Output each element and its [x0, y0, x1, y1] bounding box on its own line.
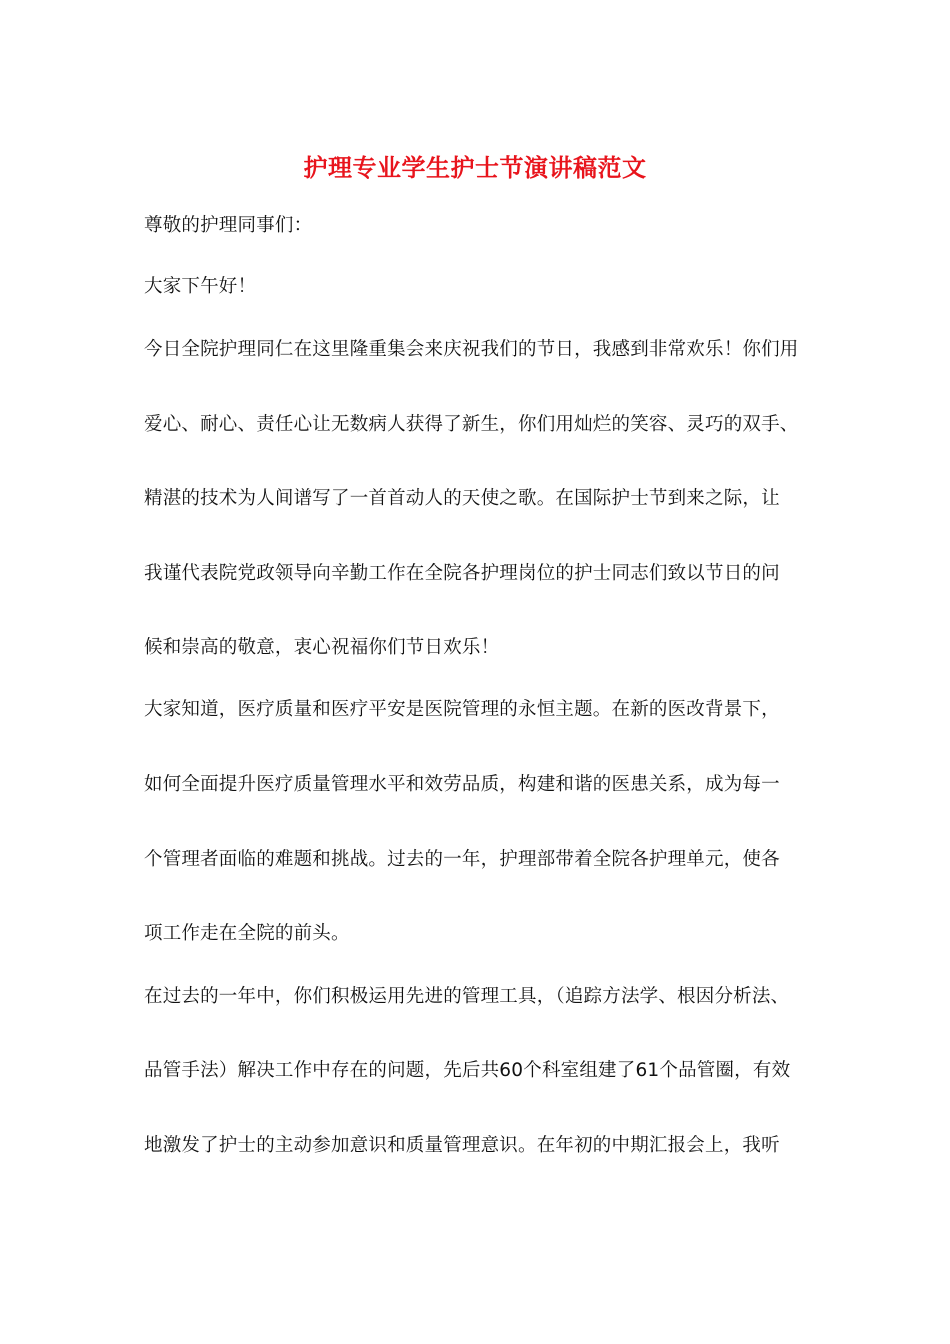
paragraph-line: 在过去的一年中，你们积极运用先进的管理工具，（追踪方法学、根因分析法、	[144, 986, 790, 1007]
paragraph-line: 大家知道，医疗质量和医疗平安是医院管理的永恒主题。在新的医改背景下，	[144, 699, 780, 720]
paragraph-line: 项工作走在全院的前头。	[144, 923, 350, 944]
greeting: 大家下午好！	[144, 276, 257, 297]
document-title: 护理专业学生护士节演讲稿范文	[303, 153, 647, 182]
paragraph-line: 精湛的技术为人间谱写了一首首动人的天使之歌。在国际护士节到来之际，让	[144, 488, 780, 509]
paragraph-line: 地激发了护士的主动参加意识和质量管理意识。在年初的中期汇报会上，我听	[144, 1135, 780, 1156]
paragraph-line: 个管理者面临的难题和挑战。过去的一年，护理部带着全院各护理单元，使各	[144, 849, 780, 870]
paragraph-line: 爱心、耐心、责任心让无数病人获得了新生，你们用灿烂的笑容、灵巧的双手、	[144, 414, 799, 435]
paragraph-line: 我谨代表院党政领导向辛勤工作在全院各护理岗位的护士同志们致以节日的问	[144, 563, 780, 584]
paragraph-line: 今日全院护理同仁在这里隆重集会来庆祝我们的节日，我感到非常欢乐！你们用	[144, 339, 799, 360]
paragraph-line: 品管手法）解决工作中存在的问题，先后共60个科室组建了61个品管圈，有效	[144, 1060, 791, 1081]
paragraph-line: 如何全面提升医疗质量管理水平和效劳品质，构建和谐的医患关系，成为每一	[144, 774, 780, 795]
salutation: 尊敬的护理同事们：	[144, 215, 313, 236]
paragraph-line: 候和崇高的敬意，衷心祝福你们节日欢乐！	[144, 637, 500, 658]
